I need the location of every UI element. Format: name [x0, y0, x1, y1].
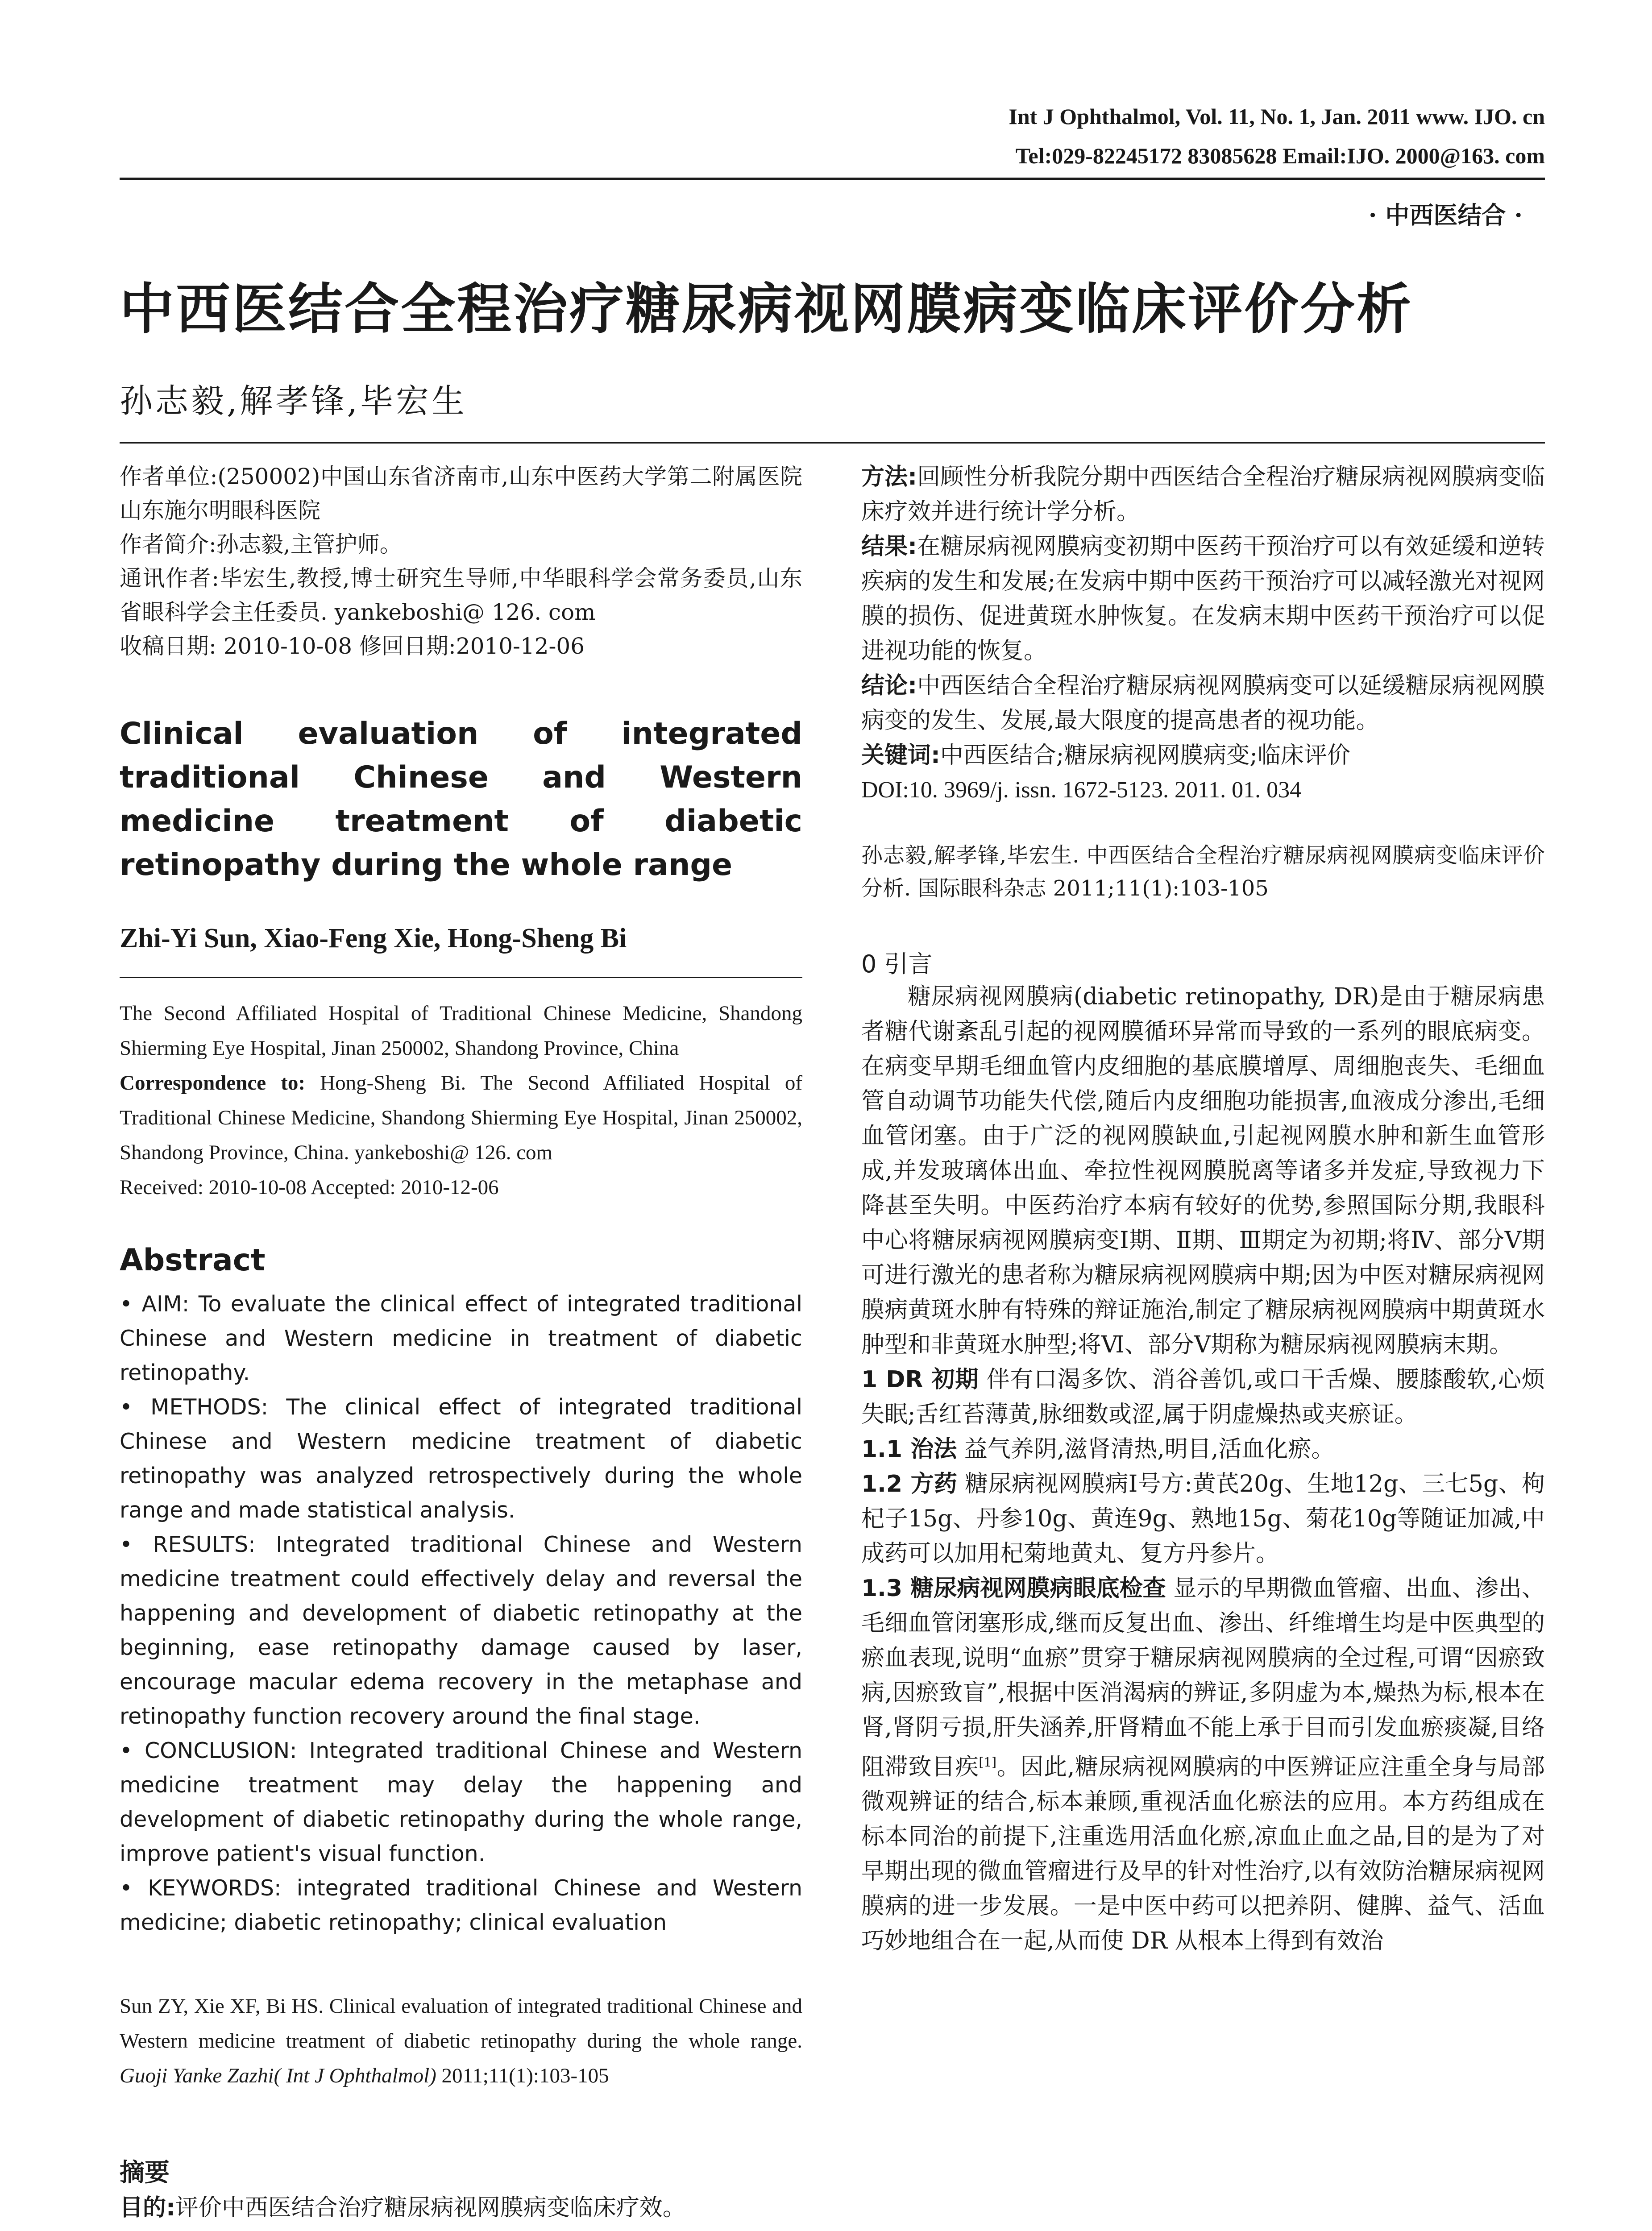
section-1-3-continuation: 。因此,糖尿病视网膜病的中医辨证应注重全身与局部微观辨证的结合,标本兼顾,重视活血化瘀法的应用。本方药组成在标本同治的前提下,注重选用活血化瘀,凉血止血之品,目的是为了对早期出现的微血管瘤进行及早的针对性治疗,以有效防治糖尿病视网膜病的进一步发展。一是中医中药可以把养阴、健脾、益气、活血巧妙地组合在一起,从而使 DR 从根本上得到有效治: [861, 1754, 1545, 1955]
correspondence-text: Hong-Sheng Bi. The Second Affiliated Hospital of Traditional Chinese Medicine, Shandong Shierming Eye Hospital, Jinan 250002, Shandong Province, China. yankeboshi@ 126. com: [120, 1071, 802, 1164]
cn-abstract-results: [861, 529, 1545, 668]
english-citation: [120, 1989, 802, 2093]
abstract-conclusion: • CONCLUSION: Integrated traditional Chinese and Western medicine treatment may delay the happening and development of diabetic retinopathy during the whole range, improve patient's visual function.: [120, 1738, 802, 1866]
citation-volume: 2011;11(1):103-105: [436, 2064, 609, 2087]
intro-heading: 0 引言: [861, 950, 933, 978]
section-1-3-text: 显示的早期微血管瘤、出血、渗出、毛细血管闭塞形成,继而反复出血、渗出、纤维增生均是中医典型的瘀血表现,说明“血瘀”贯穿于糖尿病视网膜病的全过程,可谓“因瘀致病,因瘀致盲”,根据中医消渴病的辨证,多阴虚为本,燥热为标,根本在肾,肾阴亏损,肝失涵养,肝肾精血不能上承于目而引发血瘀痰凝,目络阻滞致目疾: [861, 1575, 1545, 1781]
results-label: 结果:: [861, 533, 917, 560]
abstract-keywords: • KEYWORDS: integrated traditional Chinese and Western medicine; diabetic retinopathy; clinical evaluation: [120, 1875, 802, 1935]
aim-text: 评价中西医结合治疗糖尿病视网膜病变临床疗效。: [175, 2194, 686, 2221]
abstract-body: [120, 1287, 802, 1940]
section-1: [861, 1362, 1545, 1432]
english-correspondence: [120, 1066, 802, 1170]
authors-rule: [120, 977, 802, 978]
abstract-aim: • AIM: To evaluate the clinical effect of integrated traditional Chinese and Western medicine in treatment of diabetic retinopathy.: [120, 1291, 802, 1385]
english-authors: Zhi-Yi Sun, Xiao-Feng Xie, Hong-Sheng Bi: [120, 923, 627, 954]
cn-abstract-heading: 摘要: [120, 2158, 170, 2187]
received-dates: 收稿日期: 2010-10-08 修回日期:2010-12-06: [120, 633, 585, 659]
doi: DOI:10. 3969/j. issn. 1672-5123. 2011. 01. 034: [861, 777, 1302, 803]
cn-abstract-methods: [861, 460, 1545, 529]
section-1-label: 1 DR 初期: [861, 1366, 979, 1393]
section-1-2-text: 糖尿病视网膜病Ⅰ号方:黄芪20g、生地12g、三七5g、枸杞子15g、丹参10g、黄连9g、熟地15g、菊花10g等随证加减,中成药可以加用杞菊地黄丸、复方丹参片。: [861, 1471, 1545, 1567]
abstract-heading: Abstract: [120, 1243, 266, 1278]
journal-header-line2: Tel:029-82245172 83085628 Email:IJO. 2000@163. com: [1015, 143, 1545, 168]
section-1-2-label: 1.2 方药: [861, 1471, 958, 1497]
section-1-3-label: 1.3 糖尿病视网膜病眼底检查: [861, 1575, 1166, 1602]
aim-label: 目的:: [120, 2194, 175, 2221]
methods-label: 方法:: [861, 464, 917, 490]
citation-text: Sun ZY, Xie XF, Bi HS. Clinical evaluation of integrated traditional Chinese and Western medicine treatment of diabetic retinopathy during the whole range.: [120, 1995, 802, 2053]
left-column: [120, 460, 802, 2225]
section-1-2: [861, 1467, 1545, 1571]
author-info: [120, 460, 802, 663]
author-affiliation: 作者单位:(250002)中国山东省济南市,山东中医药大学第二附属医院 山东施尔明眼科医院: [120, 464, 802, 523]
reference-marker: [1]: [979, 1755, 997, 1770]
keywords-text: 中西医结合;糖尿病视网膜病变;临床评价: [940, 742, 1350, 769]
corresponding-author: 通讯作者:毕宏生,教授,博士研究生导师,中华眼科学会常务委员,山东省眼科学会主任委员. yankeboshi@ 126. com: [120, 565, 802, 625]
abstract-methods: • METHODS: The clinical effect of integrated traditional Chinese and Western medicine treatment of diabetic retinopathy was analyzed retrospectively during the whole range and made statistical analysis.: [120, 1394, 802, 1523]
keywords-label: 关键词:: [861, 742, 940, 769]
title-rule: [120, 442, 1545, 444]
section-1-1-text: 益气养阴,滋肾清热,明目,活血化瘀。: [957, 1436, 1335, 1463]
header-rule: [120, 178, 1545, 180]
section-1-1-label: 1.1 治法: [861, 1436, 957, 1463]
methods-text: 回顾性分析我院分期中西医结合全程治疗糖尿病视网膜病变临床疗效并进行统计学分析。: [861, 464, 1545, 525]
chinese-citation: 孙志毅,解孝锋,毕宏生. 中西医结合全程治疗糖尿病视网膜病变临床评价分析. 国际眼科杂志 2011;11(1):103-105: [861, 843, 1545, 901]
author-bio: 作者简介:孙志毅,主管护师。: [120, 531, 402, 557]
cn-abstract-aim: [120, 2190, 802, 2225]
intro-paragraph: 糖尿病视网膜病(diabetic retinopathy, DR)是由于糖尿病患者糖代谢紊乱引起的视网膜循环异常而导致的一系列的眼底病变。在病变早期毛细血管内皮细胞的基底膜增厚、周细胞丧失、毛细血管自动调节功能失代偿,随后内皮细胞功能损害,血液成分渗出,毛细血管闭塞。由于广泛的视网膜缺血,引起视网膜水肿和新生血管形成,并发玻璃体出血、牵拉性视网膜脱离等诸多并发症,导致视力下降甚至失明。中医药治疗本病有较好的优势,参照国际分期,我眼科中心将糖尿病视网膜病变Ⅰ期、Ⅱ期、Ⅲ期定为初期;将Ⅳ、部分Ⅴ期可进行激光的患者称为糖尿病视网膜病中期;因为中医对糖尿病视网膜病黄斑水肿有特殊的辩证施治,制定了糖尿病视网膜病中期黄斑水肿型和非黄斑水肿型;将Ⅵ、部分Ⅴ期称为糖尿病视网膜病末期。: [861, 983, 1545, 1358]
article-authors: 孙志毅,解孝锋,毕宏生: [120, 382, 468, 420]
cn-abstract-keywords: [861, 738, 1545, 773]
english-title: Clinical evaluation of integrated traditional Chinese and Western medicine treatment of diabetic retinopathy during the whole range: [120, 716, 802, 883]
conclusion-label: 结论:: [861, 672, 917, 699]
results-text: 在糖尿病视网膜病变初期中医药干预治疗可以有效延缓和逆转疾病的发生和发展;在发病中期中医药干预治疗可以减轻激光对视网膜的损伤、促进黄斑水肿恢复。在发病末期中医药干预治疗可以促进视功能的恢复。: [861, 533, 1545, 664]
right-column: [861, 460, 1545, 1958]
cn-abstract-conclusion: [861, 668, 1545, 738]
section-1-3: [861, 1571, 1545, 1958]
section-1-1: [861, 1432, 1545, 1467]
article-title: 中西医结合全程治疗糖尿病视网膜病变临床评价分析: [120, 278, 1413, 341]
section-tag: · 中西医结合 ·: [1368, 201, 1523, 229]
english-dates: Received: 2010-10-08 Accepted: 2010-12-06: [120, 1176, 499, 1199]
journal-header-line1: Int J Ophthalmol, Vol. 11, No. 1, Jan. 2011 www. IJO. cn: [1009, 104, 1545, 129]
abstract-results: • RESULTS: Integrated traditional Chinese and Western medicine treatment could effectively delay and reversal the happening and development of diabetic retinopathy at the beginning, ease retinopathy damage caused by laser, encourage macular edema recovery in the metaphase and retinopathy function recovery around the final stage.: [120, 1532, 802, 1729]
citation-journal: Guoji Yanke Zazhi( Int J Ophthalmol): [120, 2064, 436, 2087]
section-1-text: 伴有口渴多饮、消谷善饥,或口干舌燥、腰膝酸软,心烦失眠;舌红苔薄黄,脉细数或涩,属于阴虚燥热或夹瘀证。: [861, 1366, 1545, 1428]
correspondence-label: Correspondence to:: [120, 1071, 306, 1095]
english-affiliation: The Second Affiliated Hospital of Traditional Chinese Medicine, Shandong Shierming Eye Hospital, Jinan 250002, Shandong Province, China: [120, 1002, 802, 1060]
conclusion-text: 中西医结合全程治疗糖尿病视网膜病变可以延缓糖尿病视网膜病变的发生、发展,最大限度的提高患者的视功能。: [861, 672, 1545, 734]
